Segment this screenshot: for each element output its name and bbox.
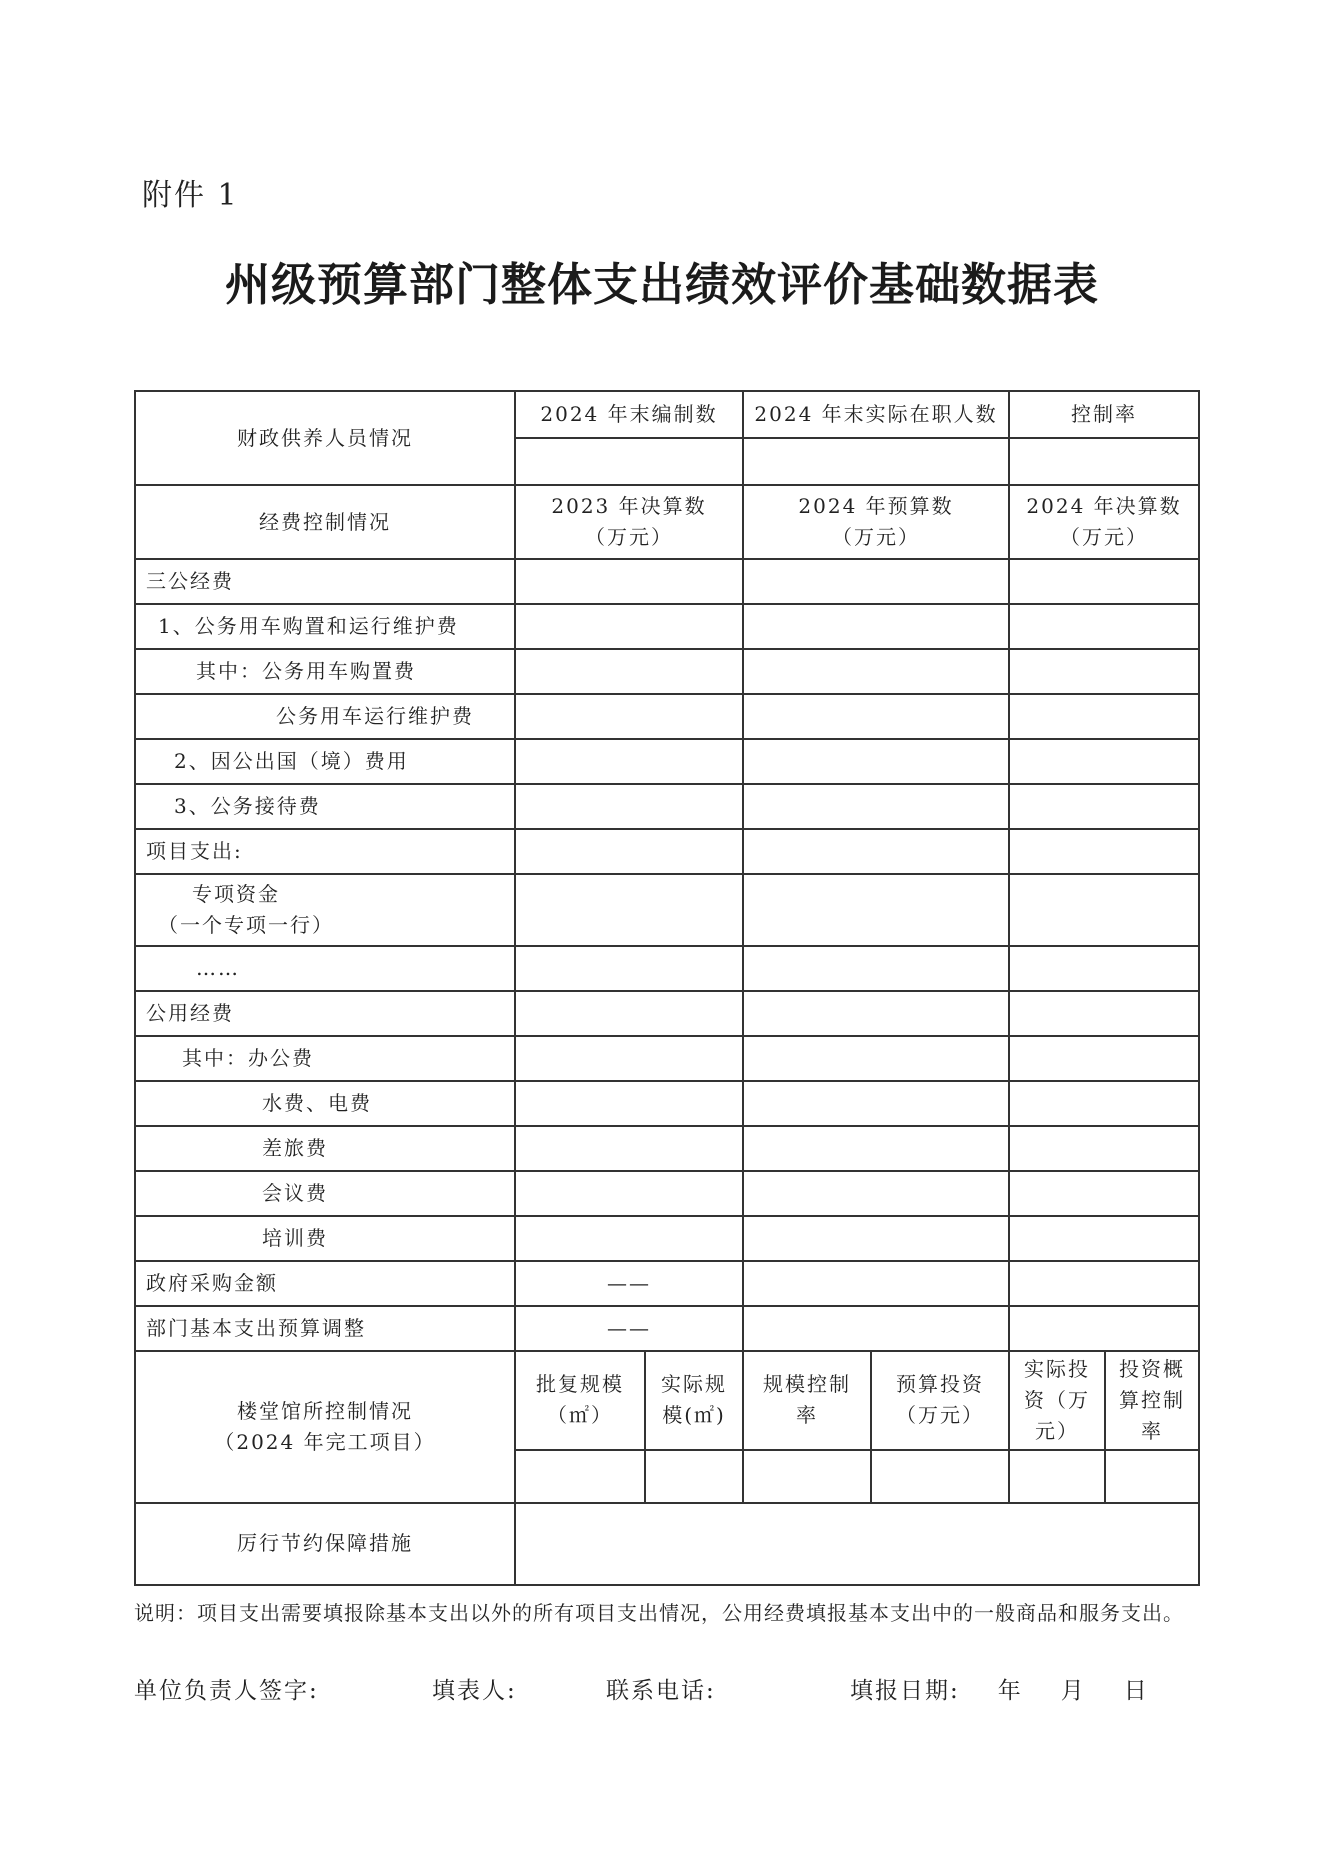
input-cell[interactable] xyxy=(515,1503,1199,1585)
header-line: 率 xyxy=(1141,1418,1164,1443)
input-cell[interactable] xyxy=(743,604,1009,649)
header-line: （万元） xyxy=(896,1403,985,1428)
input-cell[interactable] xyxy=(743,991,1009,1036)
input-cell[interactable] xyxy=(1009,1171,1199,1216)
header-line: 模(㎡) xyxy=(662,1403,726,1428)
dash-cell: —— xyxy=(515,1306,743,1351)
row-label-sangong: 三公经费 xyxy=(135,559,515,604)
input-cell[interactable] xyxy=(1009,946,1199,991)
input-cell[interactable] xyxy=(1009,1126,1199,1171)
buildings-col-header xyxy=(515,1351,645,1449)
input-cell[interactable] xyxy=(1009,1216,1199,1261)
row-label-utilities: 水费、电费 xyxy=(135,1081,515,1126)
input-cell[interactable] xyxy=(743,946,1009,991)
row-label-training: 培训费 xyxy=(135,1216,515,1261)
input-cell[interactable] xyxy=(1009,1450,1105,1503)
input-cell[interactable] xyxy=(515,1216,743,1261)
row-label-office: 其中：办公费 xyxy=(135,1036,515,1081)
input-cell[interactable] xyxy=(1009,1306,1199,1351)
header-line: 实际投 xyxy=(1024,1356,1091,1381)
input-cell[interactable] xyxy=(1009,694,1199,739)
row-label-project: 项目支出: xyxy=(135,829,515,874)
funding-col-unit: （万元） xyxy=(585,525,673,550)
input-cell[interactable] xyxy=(743,739,1009,784)
row-label-procurement: 政府采购金额 xyxy=(135,1261,515,1306)
row-label-meeting: 会议费 xyxy=(135,1171,515,1216)
buildings-title: 楼堂馆所控制情况 xyxy=(237,1399,413,1424)
input-cell[interactable] xyxy=(515,559,743,604)
input-cell[interactable] xyxy=(515,784,743,829)
input-cell[interactable] xyxy=(743,1216,1009,1261)
row-label-budget-adjust: 部门基本支出预算调整 xyxy=(135,1306,515,1351)
header-line: 资（万 xyxy=(1024,1387,1091,1412)
row-label-special-fund xyxy=(135,874,515,946)
input-cell[interactable] xyxy=(743,1261,1009,1306)
header-line: （㎡） xyxy=(547,1403,613,1428)
input-cell[interactable] xyxy=(743,1306,1009,1351)
input-cell[interactable] xyxy=(1009,649,1199,694)
input-cell[interactable] xyxy=(515,1036,743,1081)
input-cell[interactable] xyxy=(515,694,743,739)
input-cell[interactable] xyxy=(743,1171,1009,1216)
attachment-label: 附件 1 xyxy=(142,178,239,213)
input-cell[interactable] xyxy=(515,649,743,694)
input-cell[interactable] xyxy=(871,1450,1009,1503)
input-cell[interactable] xyxy=(515,604,743,649)
input-cell[interactable] xyxy=(1009,559,1199,604)
header-line: 预算投资 xyxy=(896,1372,985,1397)
sign-date-label: 填报日期: xyxy=(850,1678,960,1704)
buildings-col-header xyxy=(743,1351,871,1449)
row-label-reception: 3、公务接待费 xyxy=(135,784,515,829)
input-cell[interactable] xyxy=(743,1450,871,1503)
date-year: 年 xyxy=(997,1678,1023,1704)
buildings-subtitle: （2024 年完工项目） xyxy=(214,1430,436,1455)
input-cell[interactable] xyxy=(515,1450,645,1503)
staff-col-header: 控制率 xyxy=(1009,391,1199,438)
input-cell[interactable] xyxy=(515,1126,743,1171)
header-line: 投资概 xyxy=(1119,1356,1186,1381)
input-cell[interactable] xyxy=(743,1036,1009,1081)
input-cell[interactable] xyxy=(1009,438,1199,485)
header-line: 率 xyxy=(796,1403,819,1428)
row-label-car-maintenance: 公务用车运行维护费 xyxy=(135,694,515,739)
funding-col-header xyxy=(515,485,743,559)
funding-label: 经费控制情况 xyxy=(135,485,515,559)
sign-date-group xyxy=(850,1672,1149,1705)
input-cell[interactable] xyxy=(1009,784,1199,829)
input-cell[interactable] xyxy=(515,874,743,946)
sign-phone-label: 联系电话: xyxy=(606,1678,716,1704)
input-cell[interactable] xyxy=(515,1171,743,1216)
header-line: 元） xyxy=(1035,1418,1080,1443)
input-cell[interactable] xyxy=(743,559,1009,604)
staff-col-header: 2024 年末编制数 xyxy=(515,391,743,438)
sign-head-label: 单位负责人签字: xyxy=(134,1678,319,1704)
row-label-car: 1、公务用车购置和运行维护费 xyxy=(135,604,515,649)
input-cell[interactable] xyxy=(743,649,1009,694)
staff-label: 财政供养人员情况 xyxy=(135,391,515,485)
row-label-car-purchase: 其中：公务用车购置费 xyxy=(135,649,515,694)
input-cell[interactable] xyxy=(515,438,743,485)
input-cell[interactable] xyxy=(743,874,1009,946)
input-cell[interactable] xyxy=(515,991,743,1036)
header-line: 规模控制 xyxy=(763,1372,852,1397)
funding-col-header xyxy=(743,485,1009,559)
input-cell[interactable] xyxy=(1009,1261,1199,1306)
input-cell[interactable] xyxy=(515,739,743,784)
input-cell[interactable] xyxy=(743,784,1009,829)
row-label-public: 公用经费 xyxy=(135,991,515,1036)
funding-col-title: 2024 年决算数 xyxy=(1026,494,1182,519)
funding-col-unit: （万元） xyxy=(832,525,921,550)
input-cell[interactable] xyxy=(515,1081,743,1126)
input-cell[interactable] xyxy=(743,829,1009,874)
input-cell[interactable] xyxy=(1009,874,1199,946)
table-note: 说明：项目支出需要填报除基本支出以外的所有项目支出情况，公用经费填报基本支出中的一般商品和服务支出。 xyxy=(134,1601,1184,1625)
input-cell[interactable] xyxy=(645,1450,743,1503)
input-cell[interactable] xyxy=(515,946,743,991)
staff-col-header: 2024 年末实际在职人数 xyxy=(743,391,1009,438)
input-cell[interactable] xyxy=(1009,739,1199,784)
input-cell[interactable] xyxy=(1009,1036,1199,1081)
input-cell[interactable] xyxy=(743,1126,1009,1171)
page-title: 州级预算部门整体支出绩效评价基础数据表 xyxy=(224,258,1099,311)
input-cell[interactable] xyxy=(1009,829,1199,874)
funding-col-title: 2024 年预算数 xyxy=(798,494,954,519)
date-month: 月 xyxy=(1060,1678,1086,1704)
input-cell[interactable] xyxy=(1105,1450,1199,1503)
row-label-travel: 差旅费 xyxy=(135,1126,515,1171)
input-cell[interactable] xyxy=(1009,1081,1199,1126)
input-cell[interactable] xyxy=(515,829,743,874)
header-line: 算控制 xyxy=(1119,1387,1186,1412)
header-line: 批复规模 xyxy=(536,1372,624,1397)
row-label-ellipsis: …… xyxy=(135,946,515,991)
funding-col-title: 2023 年决算数 xyxy=(551,494,707,519)
input-cell[interactable] xyxy=(1009,604,1199,649)
buildings-col-header xyxy=(871,1351,1009,1449)
input-cell[interactable] xyxy=(1009,991,1199,1036)
funding-col-unit: （万元） xyxy=(1060,525,1149,550)
dash-cell: —— xyxy=(515,1261,743,1306)
input-cell[interactable] xyxy=(743,1081,1009,1126)
buildings-col-header xyxy=(645,1351,743,1449)
input-cell[interactable] xyxy=(743,694,1009,739)
funding-col-header xyxy=(1009,485,1199,559)
row-label-abroad: 2、因公出国（境）费用 xyxy=(135,739,515,784)
buildings-col-header xyxy=(1009,1351,1105,1449)
savings-label: 厉行节约保障措施 xyxy=(135,1503,515,1585)
input-cell[interactable] xyxy=(743,438,1009,485)
special-fund-title: 专项资金 xyxy=(192,882,280,907)
sign-filler-label: 填表人: xyxy=(432,1678,517,1704)
special-fund-note: （一个专项一行） xyxy=(158,913,334,938)
header-line: 实际规 xyxy=(661,1372,727,1397)
data-table xyxy=(134,390,1200,1586)
buildings-label xyxy=(135,1351,515,1503)
date-day: 日 xyxy=(1123,1678,1149,1704)
buildings-col-header xyxy=(1105,1351,1199,1449)
